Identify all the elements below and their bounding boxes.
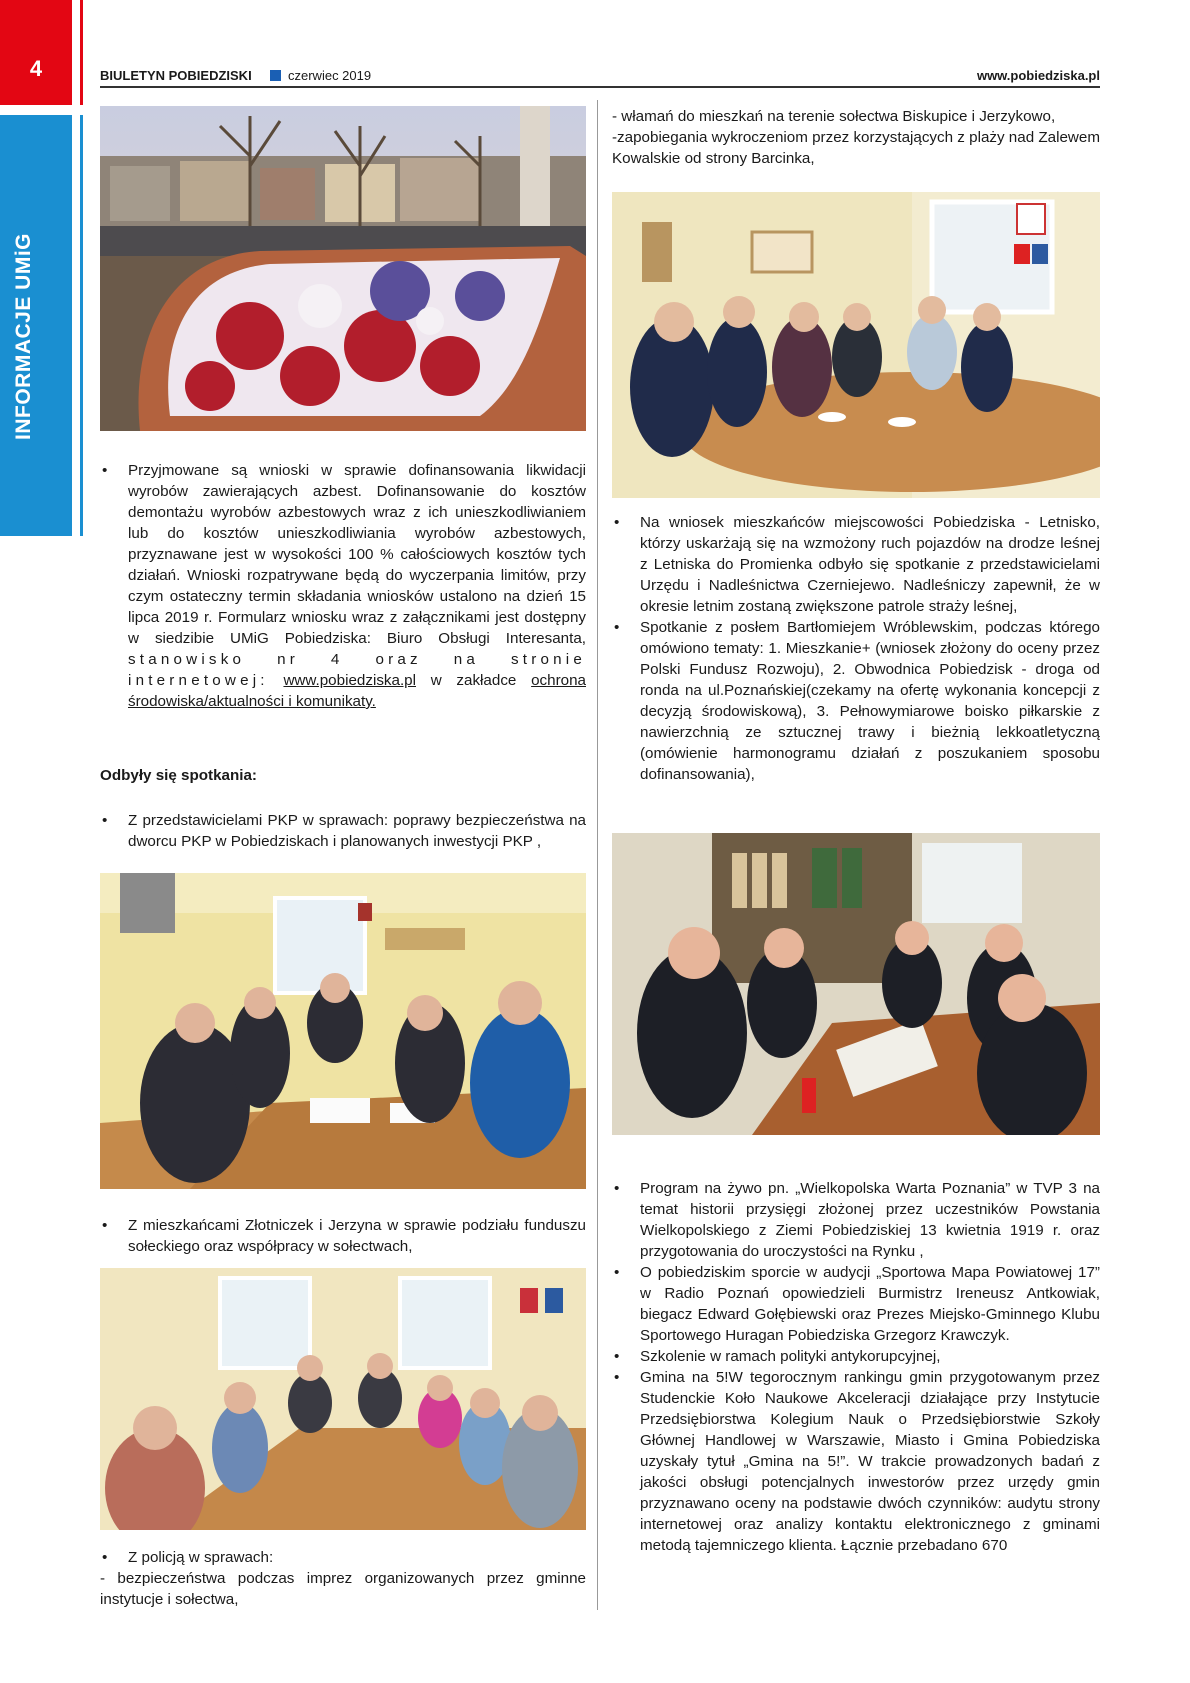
zlotniczki-meeting-photo bbox=[100, 1268, 586, 1530]
section-label: INFORMACJE UMiG bbox=[12, 233, 35, 440]
asbestos-link-connector: w zakładce bbox=[416, 672, 532, 689]
environment-news-link[interactable]: ochrona środowiska/aktualności i komunikaty. bbox=[128, 672, 586, 710]
column-divider bbox=[597, 100, 598, 1610]
police-section bbox=[100, 1547, 586, 1610]
wroblewski-item: • Spotkanie z posłem Bartłomiejem Wróblewskim, podczas którego omówiono tematy: 1. Mieszkanie+ (wniosek złożony do oceny przez Polski Fundusz Rozwoju), 2. Obwodnica Pobiedzisk - droga od ronda na ul.Poznańskiej(czekamy na ofertę wykonania koncepcji z decyzją środowiskową), 3. Pełnowymiarowe boisko piłkarskie z nawierzchnią ze sztucznej trawy i bieżnią lekkoatletyczną (omówienie harmonogramu działań z poszukaniem sposobu dofinansowania), bbox=[612, 617, 1100, 785]
section-tab bbox=[0, 115, 72, 536]
page-number: 4 bbox=[29, 56, 43, 81]
header-rule bbox=[100, 86, 1100, 88]
page-number-tab bbox=[0, 0, 72, 105]
tvp-item: • Program na żywo pn. „Wielkopolska Warta Poznania” w TVP 3 na temat historii przysięgi złożonej przez uczestników Powstania Wielkopolskiego z Ziemi Pobiedziskiej 13 kwietnia 1919 r. oraz przygotowania do uroczystości na Rynku , bbox=[612, 1178, 1100, 1262]
flowerbed-photo bbox=[100, 106, 586, 431]
website-link[interactable]: www.pobiedziska.pl bbox=[283, 672, 416, 689]
red-accent-line bbox=[80, 0, 83, 105]
police-meeting-photo bbox=[612, 192, 1100, 498]
mp-meeting-photo bbox=[612, 833, 1100, 1135]
police-continued bbox=[612, 106, 1100, 169]
asbestos-item bbox=[100, 460, 586, 712]
pkp-meeting-photo bbox=[100, 873, 586, 1189]
bulletin-title: BIULETYN POBIEDZISKI bbox=[100, 68, 252, 83]
training-item: • Szkolenie w ramach polityki antykorupcyjnej, bbox=[612, 1346, 1100, 1367]
website-url: www.pobiedziska.pl bbox=[976, 68, 1100, 83]
asbestos-section bbox=[100, 460, 586, 712]
asbestos-spaced-text: stanowisko nr 4 oraz na stronie internetowej: bbox=[128, 651, 586, 689]
issue-date: czerwiec 2019 bbox=[288, 68, 372, 83]
pkp-item: • Z przedstawicielami PKP w sprawach: poprawy bezpieczeństwa na dworcu PKP w Pobiedziskach i planowanych inwestycji PKP , bbox=[100, 810, 586, 852]
police-cont-2: -zapobiegania wykroczeniom przez korzystających z plaży nad Zalewem Kowalskie od strony Barcinka, bbox=[612, 129, 1100, 167]
police-line: - bezpieczeństwa podczas imprez organizowanych przez gminne instytucje i sołectwa, bbox=[100, 1570, 586, 1608]
radio-item: • O pobiedziskim sporcie w audycji „Sportowa Mapa Powiatowej 17” w Radio Poznań opowiedzieli Burmistrz Ireneusz Antkowiak, biegacz Edward Gołębiewski oraz Prezes Miejsko-Gminnego Klubu Sportowego Huragan Pobiedziska Grzegorz Krawczyk. bbox=[612, 1262, 1100, 1346]
letnisko-item: • Na wniosek mieszkańców miejscowości Pobiedziska - Letnisko, którzy uskarżają się na wzmożony ruch pojazdów na drodze leśnej z Letniska do Promienka odbyło się spotkanie z przedstawicielami Urzędu i Nadleśnictwa Czerniejewo. Nadleśniczy zapewnił, że w okresie letnim zostaną zwiększone patrole straży leśnej, bbox=[612, 512, 1100, 617]
header-square-icon bbox=[270, 70, 281, 81]
police-item: • Z policją w sprawach: bbox=[100, 1547, 586, 1568]
zlotniczki-item: • Z mieszkańcami Złotniczek i Jerzyna w sprawie podziału funduszu sołeckiego oraz współpracy w sołectwach, bbox=[100, 1215, 586, 1257]
zlotniczki-section bbox=[100, 1215, 586, 1257]
right-bullets-1 bbox=[612, 512, 1100, 785]
meetings-heading: Odbyły się spotkania: bbox=[100, 767, 257, 784]
right-bullets-2 bbox=[612, 1178, 1100, 1556]
asbestos-text: Przyjmowane są wnioski w sprawie dofinansowania likwidacji wyrobów zawierających azbest. Dofinansowanie do kosztów demontażu wyrobów azbestowych wraz z ich unieszkodliwianiem lub do kosztów unieszkodliwiania wyrobów azbestowych, przyznawane jest w wysokości 100 % całościowych kosztów tych działań. Wnioski rozpatrywane będą do wyczerpania limitów, przy czym ostateczny termin składania wniosków ustalono na dzień 15 lipca 2019 r. Formularz wniosku wraz z załącznikami jest dostępny w siedzibie UMiG Pobiedziska: Biuro Obsługi Interesanta, bbox=[128, 462, 586, 647]
blue-accent-line bbox=[80, 115, 83, 536]
police-cont-1: - włamań do mieszkań na terenie sołectwa Biskupice i Jerzykowo, bbox=[612, 108, 1056, 125]
page-header bbox=[100, 68, 1100, 86]
pkp-section bbox=[100, 810, 586, 852]
gmina-na-5-item: • Gmina na 5!W tegorocznym rankingu gmin przygotowanym przez Studenckie Koło Naukowe Akceleracji działające przy Instytucie Przedsiębiorstwa Kolegium Nauk o Przedsiębiorstwie Szkoły Głównej Handlowej w Warszawie, Miasto i Gmina Pobiedziska uzyskały tytuł „Gmina na 5!”. W trakcie prowadzonych badań z jakości obsługi potencjalnych inwestorów przez urzędy gmin przyznawano oceny na podstawie dwóch czynników: audytu strony internetowej oraz analizy kontaktu elektronicznego z gminami metodą tajemniczego klienta. Łącznie przebadano 670 bbox=[612, 1367, 1100, 1556]
